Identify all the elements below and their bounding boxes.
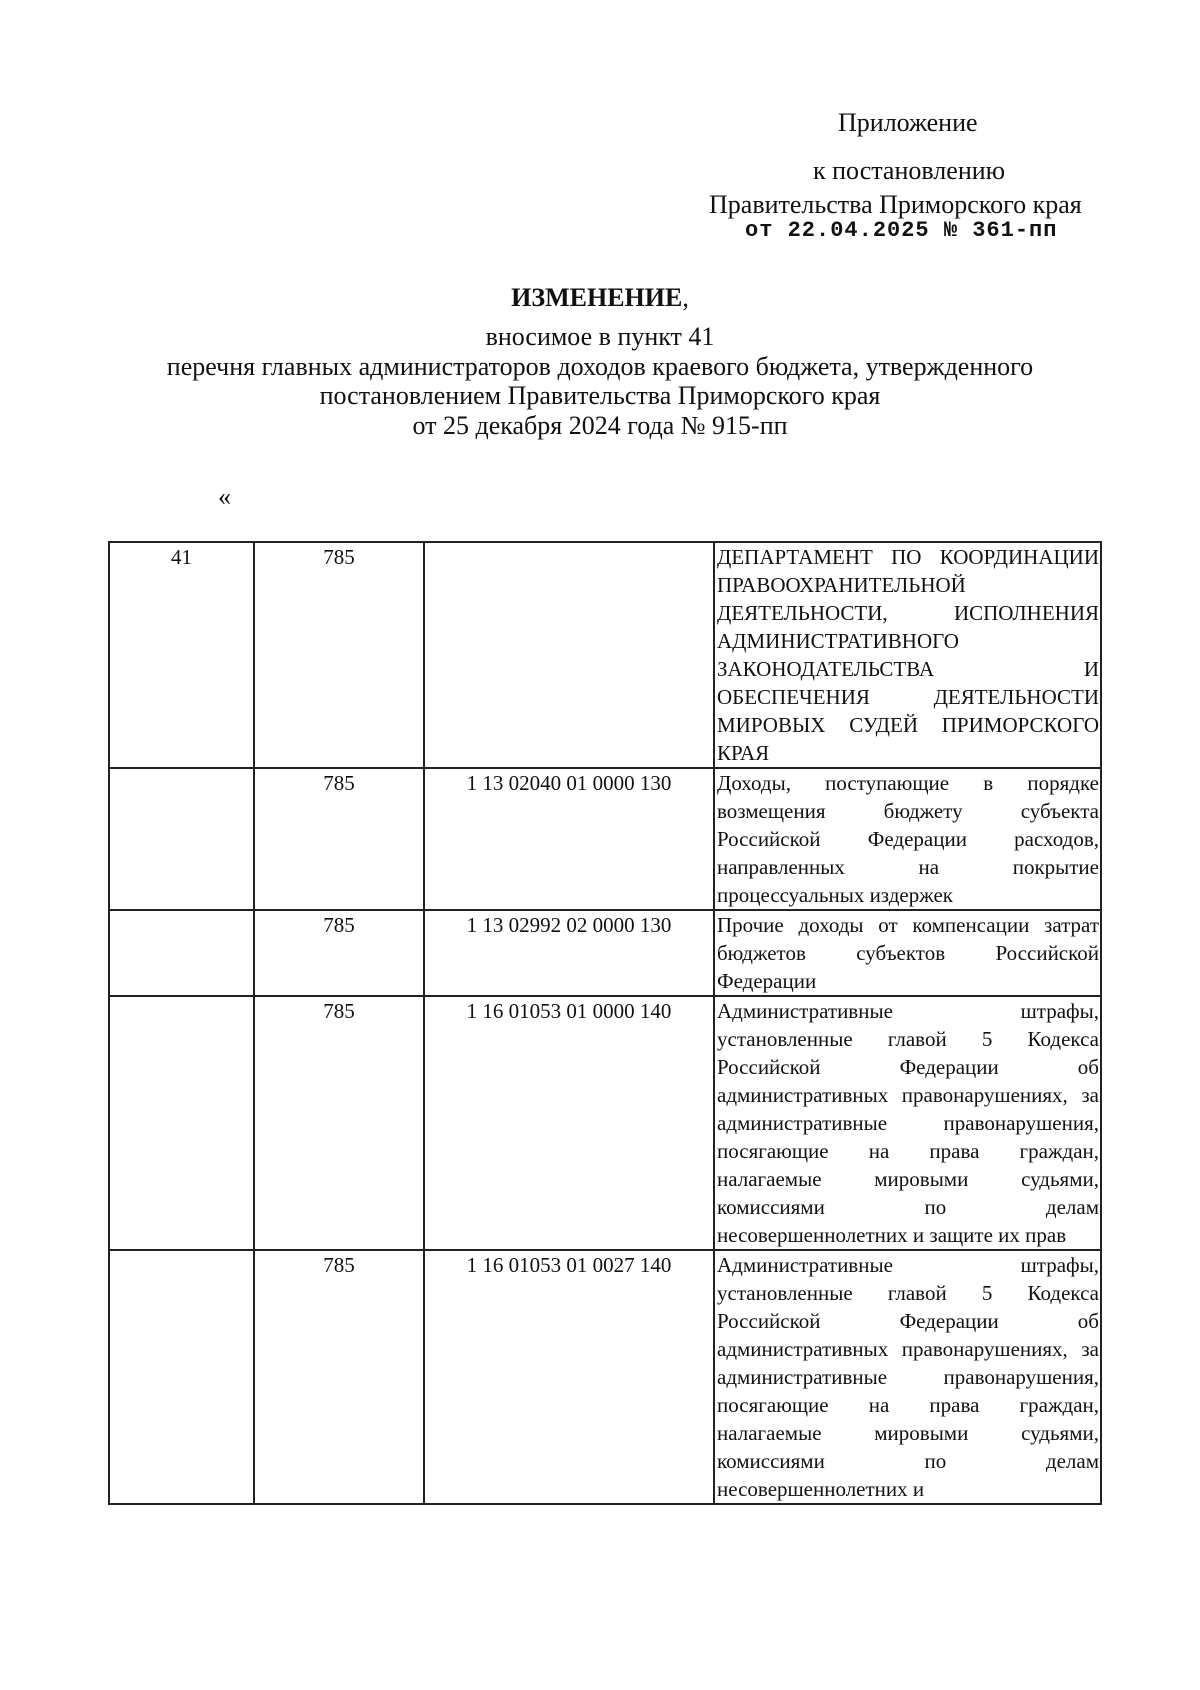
table-row xyxy=(109,910,1101,996)
administrator-code-cell: 785 xyxy=(254,910,424,996)
title-line-3: постановлением Правительства Приморского края xyxy=(319,381,881,410)
revenue-name-cell: ДЕПАРТАМЕНТ ПО КООРДИНАЦИИ ПРАВООХРАНИТЕЛЬНОЙ ДЕЯТЕЛЬНОСТИ, ИСПОЛНЕНИЯ АДМИНИСТРАТИВНОГО ЗАКОНОДАТЕЛЬСТВА И ОБЕСПЕЧЕНИЯ ДЕЯТЕЛЬНОСТИ МИРОВЫХ СУДЕЙ ПРИМОРСКОГО КРАЯ xyxy=(714,542,1101,768)
administrator-code-cell: 785 xyxy=(254,1250,424,1504)
government-label: Правительства Приморского края xyxy=(709,190,1082,219)
table-row xyxy=(109,1250,1101,1504)
title-line-2: перечня главных администраторов доходов краевого бюджета, утвержденного xyxy=(166,352,1034,381)
row-number-cell xyxy=(109,910,254,996)
revenue-code-cell: 1 13 02992 02 0000 130 xyxy=(424,910,714,996)
administrator-code-cell: 785 xyxy=(254,768,424,910)
title-line-1: вносимое в пункт 41 xyxy=(485,322,715,351)
revenue-code-cell xyxy=(424,542,714,768)
row-number-cell xyxy=(109,1250,254,1504)
revenue-administrators-table xyxy=(108,541,1102,1505)
revenue-code-cell: 1 16 01053 01 0027 140 xyxy=(424,1250,714,1504)
title-main-text: ИЗМЕНЕНИЕ xyxy=(511,283,683,312)
opening-quote-mark: « xyxy=(218,482,231,511)
row-number-cell xyxy=(109,768,254,910)
revenue-code-cell: 1 13 02040 01 0000 130 xyxy=(424,768,714,910)
administrator-code-cell: 785 xyxy=(254,996,424,1250)
table-row xyxy=(109,996,1101,1250)
registration-stamp: от 22.04.2025 № 361-пп xyxy=(745,218,1058,243)
table-row xyxy=(109,542,1101,768)
to-resolution-label: к постановлению xyxy=(813,156,1006,185)
revenue-name-cell: Административные штрафы, установленные главой 5 Кодекса Российской Федерации об административных правонарушениях, за административные правонарушения, посягающие на права граждан, налагаемые мировыми судьями, комиссиями по делам несовершеннолетних и xyxy=(714,1250,1101,1504)
table-row xyxy=(109,768,1101,910)
revenue-code-cell: 1 16 01053 01 0000 140 xyxy=(424,996,714,1250)
row-number-cell: 41 xyxy=(109,542,254,768)
document-title xyxy=(100,283,1100,312)
revenue-name-cell: Прочие доходы от компенсации затрат бюджетов субъектов Российской Федерации xyxy=(714,910,1101,996)
row-number-cell xyxy=(109,996,254,1250)
revenue-name-cell: Доходы, поступающие в порядке возмещения бюджету субъекта Российской Федерации расходов, направленных на покрытие процессуальных издержек xyxy=(714,768,1101,910)
appendix-label: Приложение xyxy=(838,108,978,137)
title-line-4: от 25 декабря 2024 года № 915-пп xyxy=(412,411,788,440)
revenue-name-cell: Административные штрафы, установленные главой 5 Кодекса Российской Федерации об административных правонарушениях, за административные правонарушения, посягающие на права граждан, налагаемые мировыми судьями, комиссиями по делам несовершеннолетних и защите их прав xyxy=(714,996,1101,1250)
title-comma: , xyxy=(682,283,689,312)
administrator-code-cell: 785 xyxy=(254,542,424,768)
